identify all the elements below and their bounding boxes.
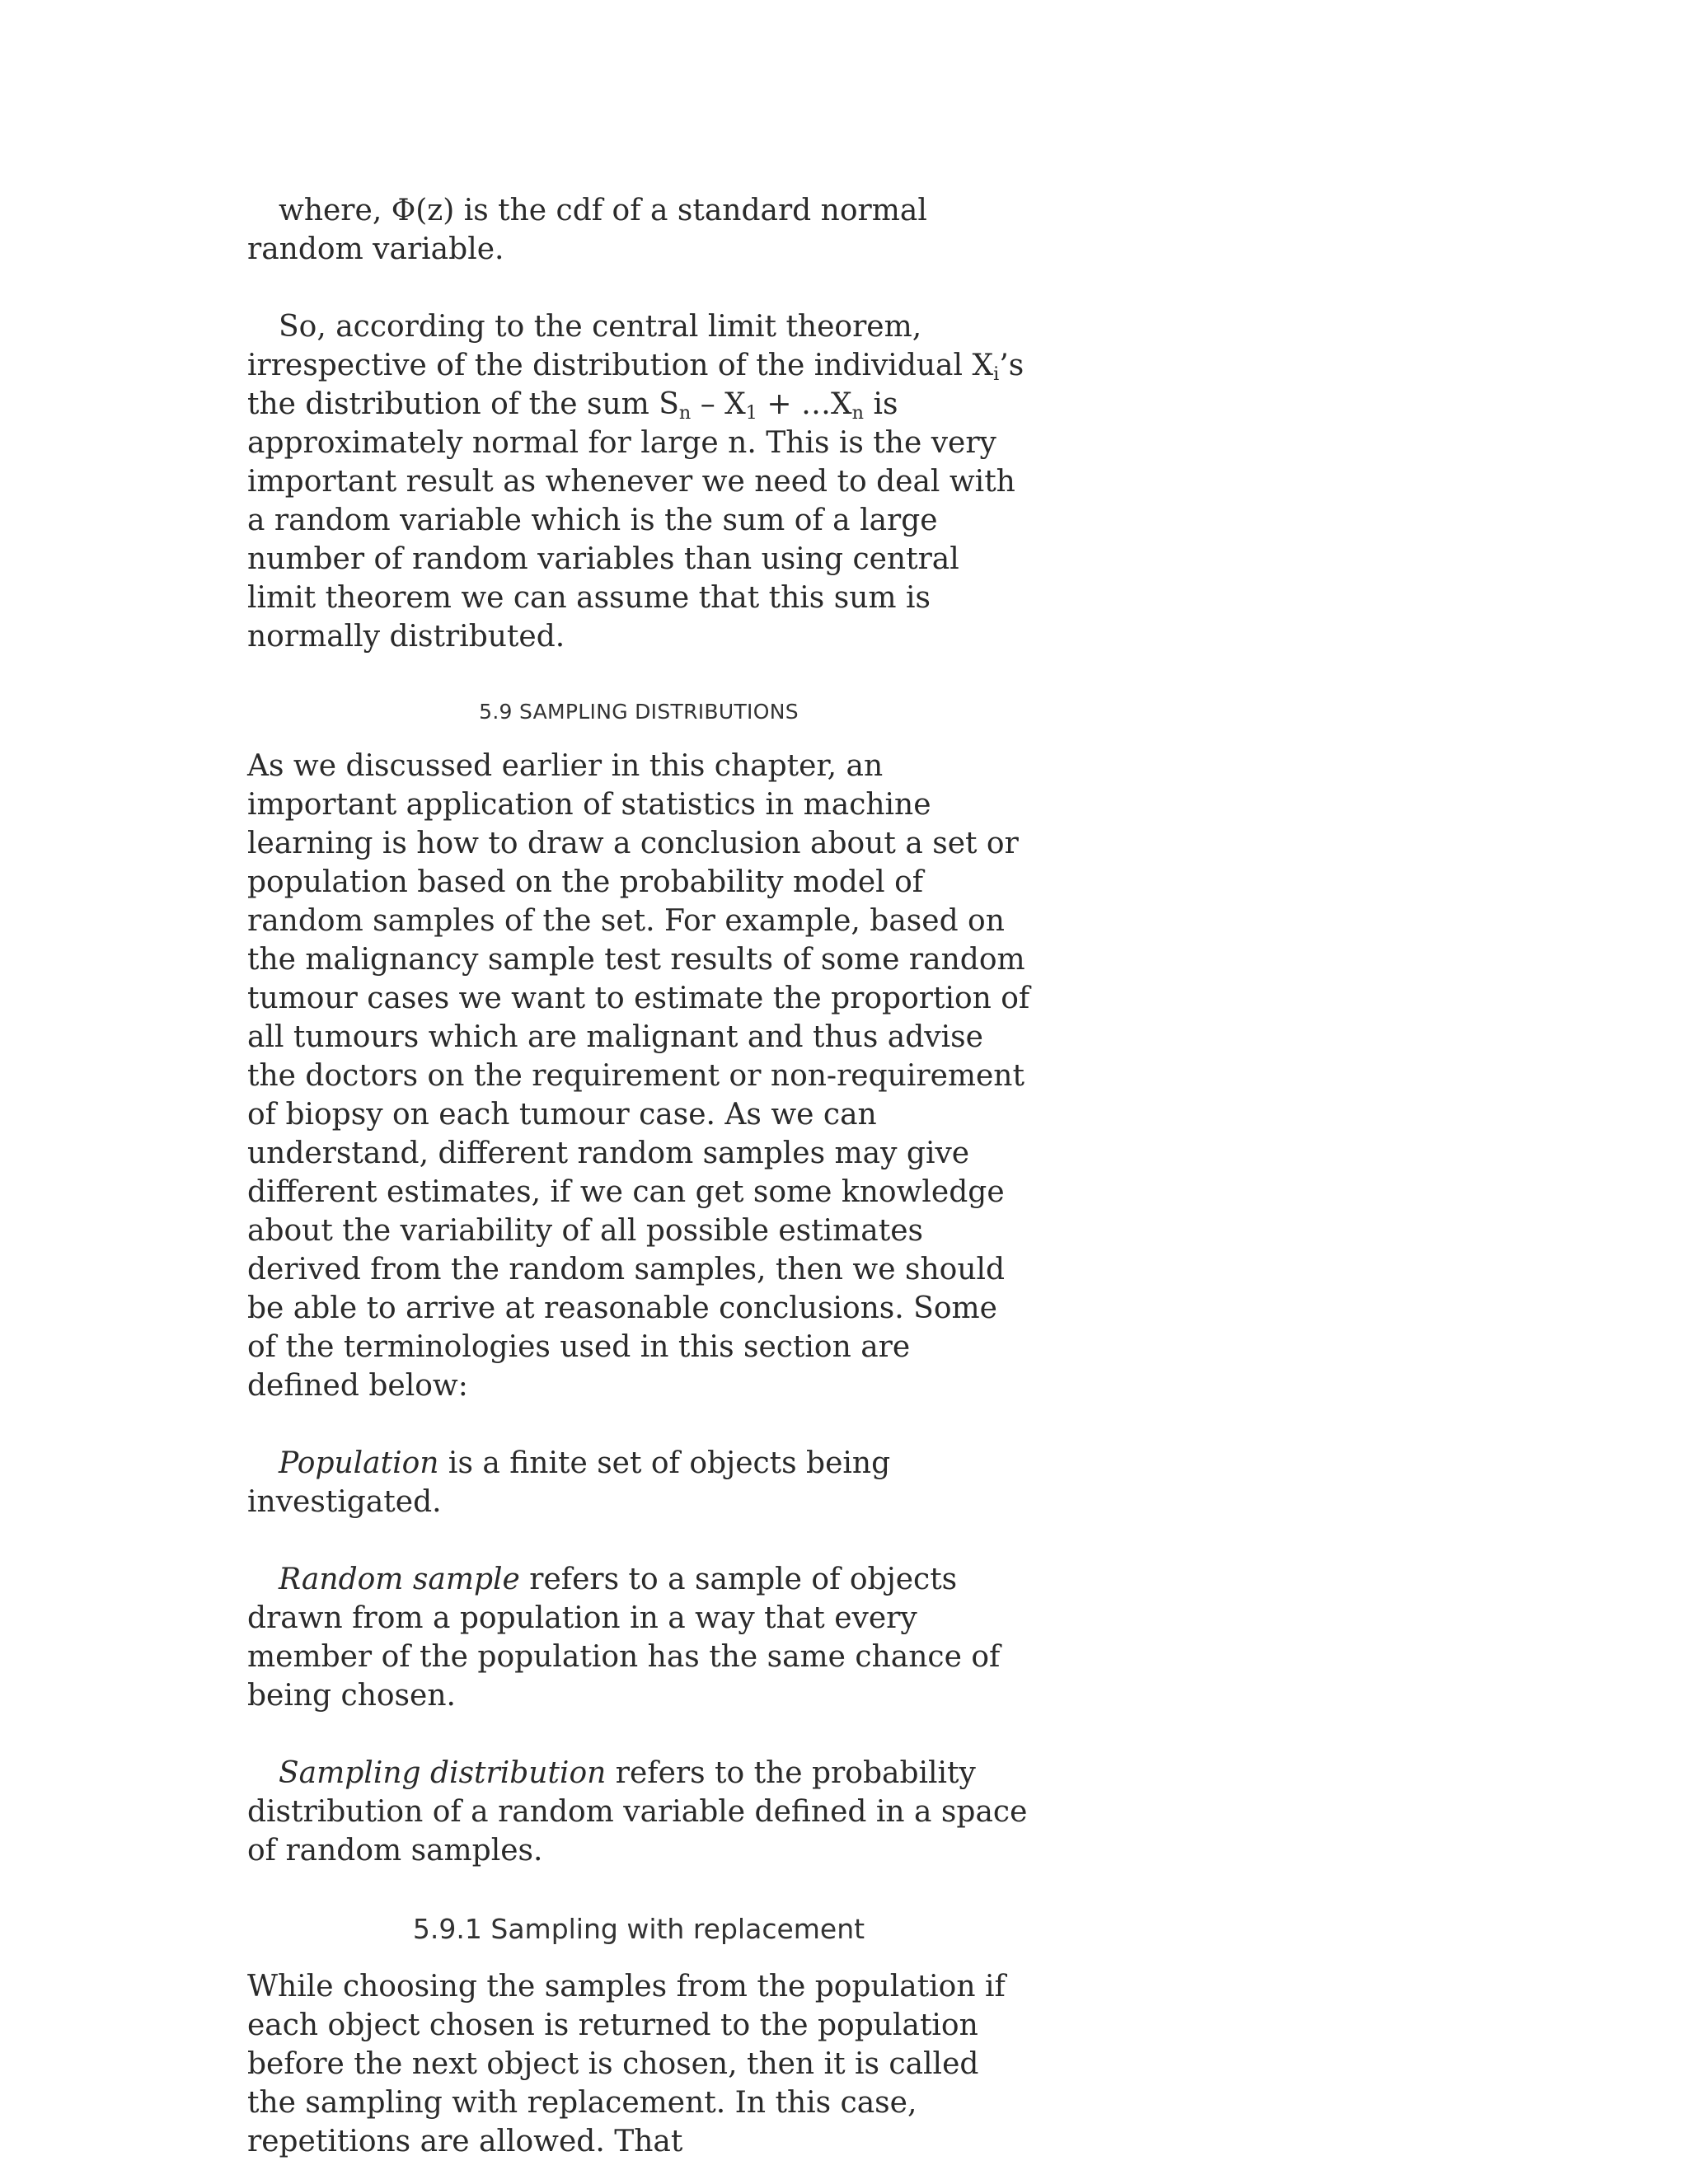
definition-text: refers to the probability distribution of a random variable defined in a space of random samples. bbox=[247, 1756, 1028, 1868]
paragraph-central-limit-theorem bbox=[247, 307, 1030, 656]
definition-text: refers to a sample of objects drawn from a population in a way that every member of the population has the same chance of being chosen. bbox=[247, 1563, 1001, 1713]
term-sampling-distribution: Sampling distribution bbox=[279, 1756, 607, 1790]
subsection-heading-sampling-with-replacement: 5.9.1 Sampling with replacement bbox=[412, 1913, 865, 1945]
term-random-sample: Random sample bbox=[279, 1563, 520, 1596]
text-fragment: is approximately normal for large n. This is the very important result as whenever we need to deal with a random variable which is the sum of a large number of random variables than using central limit theorem we can assume that this sum is normally distributed. bbox=[247, 387, 1015, 654]
text-fragment: + …X bbox=[757, 387, 852, 421]
definition-random-sample bbox=[247, 1560, 1030, 1715]
text-fragment: So, according to the central limit theorem, irrespective of the distribution of the individual X bbox=[247, 310, 994, 382]
subscript-n: n bbox=[678, 402, 692, 424]
definition-text: is a finite set of objects being investigated. bbox=[247, 1446, 891, 1519]
definition-population bbox=[247, 1444, 1030, 1521]
paragraph-sampling-with-replacement: While choosing the samples from the population if each object chosen is returned to the population before the next object is chosen, then it is called the sampling with replacement. In this case, repetitions are allowed. That bbox=[247, 1970, 1006, 2158]
paragraph-cdf-note: where, Φ(z) is the cdf of a standard normal random variable. bbox=[247, 194, 927, 266]
subscript-n: n bbox=[851, 402, 865, 424]
text-fragment: ’s the distribution of the sum S bbox=[247, 349, 1025, 421]
section-heading-sampling-distributions: 5.9 SAMPLING DISTRIBUTIONS bbox=[479, 700, 799, 724]
definition-sampling-distribution bbox=[247, 1754, 1030, 1870]
paragraph-sampling-intro: As we discussed earlier in this chapter, an important application of statistics in machine learning is how to draw a conclusion about a set or population based on the probability model of random samples of the set. For example, based on the malignancy sample test results of some random tumour cases we want to estimate the proportion of all tumours which are malignant and thus advise the doctors on the requirement or non-requirement of biopsy on each tumour case. As we can understand, different random samples may give different estimates, if we can get some knowledge about the variability of all possible estimates derived from the random samples, then we should be able to arrive at reasonable conclusions. Some of the terminologies used in this section are defined below: bbox=[247, 749, 1030, 1403]
document-page bbox=[247, 191, 1030, 2161]
text-fragment: – X bbox=[691, 387, 746, 421]
subscript-i: i bbox=[993, 363, 1000, 386]
term-population: Population bbox=[279, 1446, 439, 1480]
subscript-1: 1 bbox=[745, 402, 757, 424]
